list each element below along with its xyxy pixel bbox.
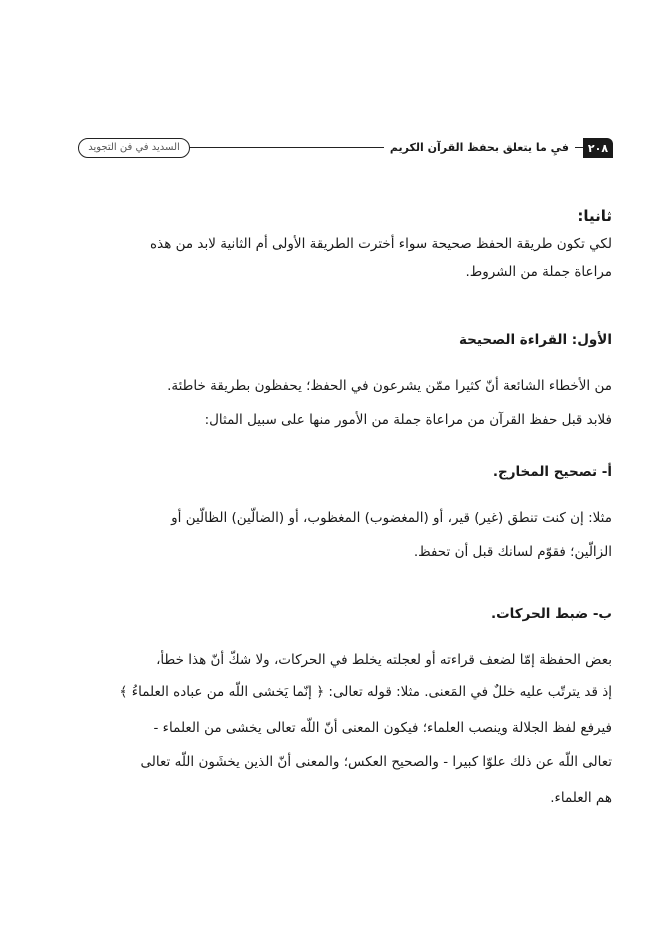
subheading: أ- تصحيح المخارج.	[492, 464, 612, 480]
section-heading: ثانيا:	[577, 207, 612, 225]
paragraph-line: لكي تكون طريقة الحفظ صحيحة سواء أخترت الطريقة الأولى أم الثانية لابد من هذه	[150, 236, 612, 252]
subheading: ب- ضبط الحركات.	[490, 606, 612, 622]
page-number: ٢٠٨	[583, 138, 613, 158]
running-header	[78, 138, 613, 158]
paragraph-line: هم العلماء.	[550, 790, 612, 806]
paragraph-line: الزالّين؛ فقوّم لسانك قبل أن تحفظ.	[413, 544, 612, 560]
paragraph-line: إذ قد يترتّب عليه خللٌ في المَعنى. مثلا: قوله تعالى: ﴿ إنّما يَخشى اللّه من عباده العلماءُ ﴾	[119, 684, 612, 700]
subheading: الأول: القراءة الصحيحة	[458, 332, 612, 348]
paragraph-line: فيرفع لفظ الجلالة وينصب العلماء؛ فيكون المعنى أنّ اللّه تعالى يخشى من العلماء -	[153, 720, 612, 736]
book-title: السديد في فن التجويد	[78, 138, 190, 158]
paragraph-line: مثلا: إن كنت تنطق (غير) قير، أو (المغضوب) المغظوب، أو (الضالّين) الظالّين أو	[171, 510, 612, 526]
paragraph-line: بعض الحفظة إمّا لضعف قراءته أو لعجلته يخلط في الحركات، ولا شكّ أنّ هذا خطأ،	[156, 652, 612, 668]
chapter-title: فيِ ما يتعلق بحفظ القرآن الكريم	[384, 139, 575, 157]
paragraph-line: تعالى اللّه عن ذلك علوّا كبيرا - والصحيح العكس؛ والمعنى أنّ الذين يخشَون اللّه تعالى	[140, 754, 612, 770]
paragraph-line: فلابد قبل حفظ القرآن من مراعاة جملة من الأمور منها على سبيل المثال:	[204, 412, 612, 428]
paragraph-line: مراعاة جملة من الشروط.	[465, 264, 612, 280]
paragraph-line: من الأخطاء الشائعة أنّ كثيرا ممّن يشرعون في الحفظ؛ يحفظون بطريقة خاطئة.	[167, 378, 612, 394]
